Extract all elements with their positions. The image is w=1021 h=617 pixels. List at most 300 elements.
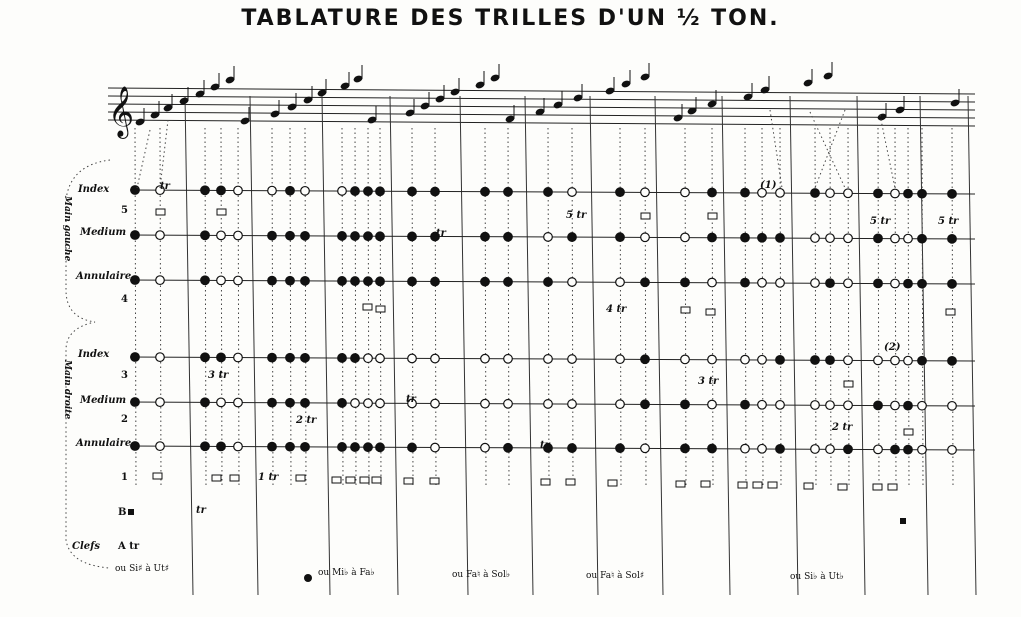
closed-hole-icon xyxy=(286,442,295,451)
closed-hole-icon xyxy=(338,443,347,452)
bar-line xyxy=(590,96,598,595)
trill-label: 3 tr xyxy=(698,376,719,387)
closed-hole-icon xyxy=(948,190,957,199)
closed-hole-icon xyxy=(708,233,717,242)
open-hole-icon xyxy=(904,356,913,365)
closed-hole-icon xyxy=(681,278,690,287)
closed-hole-icon xyxy=(301,232,310,241)
closed-hole-icon xyxy=(201,231,210,240)
closed-hole-icon xyxy=(811,189,820,198)
fingering-stem xyxy=(508,128,509,488)
fingering-stem xyxy=(238,128,239,488)
open-hole-icon xyxy=(918,401,927,410)
open-hole-icon xyxy=(891,401,900,410)
closed-hole-icon xyxy=(776,445,785,454)
clefs-label: Clefs xyxy=(72,541,101,552)
ink-dot-icon xyxy=(304,574,312,582)
open-hole-icon xyxy=(741,355,750,364)
closed-hole-icon xyxy=(364,187,373,196)
fingering-stem xyxy=(952,128,953,488)
open-hole-icon xyxy=(431,354,440,363)
fingering-stem xyxy=(548,128,549,488)
fingering-stem xyxy=(922,128,923,488)
trill-label: tr xyxy=(406,394,416,405)
fingering-stem xyxy=(342,128,343,488)
open-hole-icon xyxy=(408,354,417,363)
staff-line xyxy=(108,88,975,94)
open-hole-icon xyxy=(217,276,226,285)
open-hole-icon xyxy=(874,356,883,365)
open-hole-icon xyxy=(217,231,226,240)
closed-hole-icon xyxy=(268,398,277,407)
open-hole-icon xyxy=(338,187,347,196)
open-hole-icon xyxy=(156,398,165,407)
open-hole-icon xyxy=(811,401,820,410)
closed-hole-icon xyxy=(431,277,440,286)
closed-hole-icon xyxy=(826,356,835,365)
open-hole-icon xyxy=(681,188,690,197)
key-square-icon xyxy=(363,304,372,310)
closed-hole-icon xyxy=(408,232,417,241)
key-square-icon xyxy=(230,475,239,481)
trill-label: tr xyxy=(436,228,446,239)
closed-hole-icon xyxy=(904,401,913,410)
closed-hole-icon xyxy=(948,235,957,244)
open-hole-icon xyxy=(948,446,957,455)
staff-line xyxy=(108,120,975,126)
closed-hole-icon xyxy=(364,443,373,452)
key-square-icon xyxy=(430,478,439,484)
closed-hole-icon xyxy=(201,276,210,285)
open-hole-icon xyxy=(544,355,553,364)
closed-hole-icon xyxy=(351,187,360,196)
page-title: TABLATURE DES TRILLES D'UN ½ TON. xyxy=(241,6,780,31)
closed-hole-icon xyxy=(741,188,750,197)
closed-hole-icon xyxy=(948,357,957,366)
fingering-stem xyxy=(412,128,413,488)
key-square-icon xyxy=(360,477,369,483)
closed-hole-icon xyxy=(616,444,625,453)
bar-line xyxy=(790,96,798,595)
closed-hole-icon xyxy=(131,231,140,240)
key-square-icon xyxy=(804,483,813,489)
closed-hole-icon xyxy=(268,276,277,285)
open-hole-icon xyxy=(431,399,440,408)
closed-hole-icon xyxy=(351,277,360,286)
closed-hole-icon xyxy=(681,444,690,453)
open-hole-icon xyxy=(364,354,373,363)
row-label-lh-medium: Medium xyxy=(80,227,127,238)
key-square-icon xyxy=(641,213,650,219)
open-hole-icon xyxy=(708,400,717,409)
trill-label: 1 tr xyxy=(258,472,279,483)
open-hole-icon xyxy=(544,400,553,409)
treble-clef-icon: 𝄞 xyxy=(108,86,135,137)
fingering-stem xyxy=(485,128,486,488)
open-hole-icon xyxy=(616,278,625,287)
closed-hole-icon xyxy=(286,186,295,195)
bar-line xyxy=(655,96,663,595)
closed-hole-icon xyxy=(826,279,835,288)
open-hole-icon xyxy=(891,279,900,288)
closed-hole-icon xyxy=(811,356,820,365)
closed-hole-icon xyxy=(364,277,373,286)
closed-hole-icon xyxy=(681,400,690,409)
trill-label: 5 tr xyxy=(566,210,587,221)
closed-hole-icon xyxy=(776,356,785,365)
closed-hole-icon xyxy=(918,356,927,365)
fingering-stem xyxy=(205,128,206,488)
closed-hole-icon xyxy=(504,444,513,453)
trill-label: tr xyxy=(160,181,170,192)
staff-line xyxy=(108,96,975,102)
closed-hole-icon xyxy=(616,188,625,197)
alternative-4: ou Fa♮ à Sol♯ xyxy=(586,571,645,581)
key-square-icon xyxy=(681,307,690,313)
alternative-3: ou Fa♮ à Sol♭ xyxy=(452,570,511,580)
closed-hole-icon xyxy=(504,188,513,197)
row-label-rh-index: Index xyxy=(78,349,110,360)
closed-hole-icon xyxy=(568,444,577,453)
key-square-icon xyxy=(838,484,847,490)
key-square-icon xyxy=(676,481,685,487)
key-square-icon xyxy=(701,481,710,487)
trill-label: 4 tr xyxy=(606,304,627,315)
open-hole-icon xyxy=(741,444,750,453)
open-hole-icon xyxy=(568,400,577,409)
fingering-stem xyxy=(272,128,273,488)
closed-hole-icon xyxy=(286,276,295,285)
trill-label: 5 tr xyxy=(938,216,959,227)
bar-line xyxy=(968,96,976,595)
bar-line xyxy=(250,96,258,595)
key-square-icon xyxy=(768,482,777,488)
fingering-stem xyxy=(135,128,136,488)
clef-b-label: B xyxy=(118,507,127,518)
open-hole-icon xyxy=(641,233,650,242)
open-hole-icon xyxy=(217,398,226,407)
open-hole-icon xyxy=(811,445,820,454)
open-hole-icon xyxy=(568,188,577,197)
open-hole-icon xyxy=(568,355,577,364)
open-hole-icon xyxy=(891,234,900,243)
b-key-square-icon xyxy=(128,509,134,515)
open-hole-icon xyxy=(156,442,165,451)
fingering-stem xyxy=(572,128,573,488)
open-hole-icon xyxy=(234,442,243,451)
bar-line xyxy=(322,96,330,595)
closed-hole-icon xyxy=(131,353,140,362)
key-square-icon xyxy=(946,309,955,315)
closed-hole-icon xyxy=(504,233,513,242)
open-hole-icon xyxy=(504,400,513,409)
open-hole-icon xyxy=(758,278,767,287)
closed-hole-icon xyxy=(544,188,553,197)
closed-hole-icon xyxy=(708,444,717,453)
closed-hole-icon xyxy=(268,231,277,240)
closed-hole-icon xyxy=(338,232,347,241)
trill-label: tr xyxy=(540,440,550,451)
b-key-square-icon xyxy=(900,518,906,524)
closed-hole-icon xyxy=(201,398,210,407)
open-hole-icon xyxy=(234,276,243,285)
closed-hole-icon xyxy=(286,353,295,362)
open-hole-icon xyxy=(431,443,440,452)
fingering-stem xyxy=(305,128,306,488)
key-square-icon xyxy=(566,479,575,485)
key-square-icon xyxy=(904,429,913,435)
closed-hole-icon xyxy=(286,398,295,407)
open-hole-icon xyxy=(891,189,900,198)
connector-line xyxy=(160,120,168,188)
key-square-icon xyxy=(844,381,853,387)
open-hole-icon xyxy=(811,279,820,288)
closed-hole-icon xyxy=(874,189,883,198)
closed-hole-icon xyxy=(201,442,210,451)
key-square-icon xyxy=(706,309,715,315)
closed-hole-icon xyxy=(286,231,295,240)
closed-hole-icon xyxy=(741,233,750,242)
open-hole-icon xyxy=(811,234,820,243)
open-hole-icon xyxy=(376,354,385,363)
fingering-stem xyxy=(355,128,356,488)
closed-hole-icon xyxy=(641,400,650,409)
open-hole-icon xyxy=(364,399,373,408)
closed-hole-icon xyxy=(481,187,490,196)
key-square-icon xyxy=(753,482,762,488)
closed-hole-icon xyxy=(874,234,883,243)
closed-hole-icon xyxy=(918,279,927,288)
key-number-3: 3 xyxy=(121,370,128,381)
open-hole-icon xyxy=(641,188,650,197)
closed-hole-icon xyxy=(351,354,360,363)
bar-line xyxy=(185,96,193,595)
open-hole-icon xyxy=(826,401,835,410)
hand-brace xyxy=(66,160,110,568)
open-hole-icon xyxy=(481,443,490,452)
key-square-icon xyxy=(873,484,882,490)
closed-hole-icon xyxy=(338,399,347,408)
closed-hole-icon xyxy=(376,443,385,452)
fingering-stem xyxy=(221,128,222,488)
closed-hole-icon xyxy=(217,353,226,362)
open-hole-icon xyxy=(616,400,625,409)
closed-hole-icon xyxy=(217,186,226,195)
connector-line xyxy=(880,115,895,188)
footnote-marker-2: (2) xyxy=(884,342,901,353)
closed-hole-icon xyxy=(268,353,277,362)
closed-hole-icon xyxy=(948,280,957,289)
row-label-lh-annulaire: Annulaire xyxy=(76,271,132,282)
closed-hole-icon xyxy=(904,279,913,288)
row-label-lh-index: Index xyxy=(78,184,110,195)
alternative-2: ou Mi♭ à Fa♭ xyxy=(318,568,375,578)
fingering-stem xyxy=(290,128,291,488)
open-hole-icon xyxy=(844,356,853,365)
open-hole-icon xyxy=(234,231,243,240)
closed-hole-icon xyxy=(338,354,347,363)
closed-hole-icon xyxy=(351,443,360,452)
closed-hole-icon xyxy=(408,277,417,286)
open-hole-icon xyxy=(844,279,853,288)
key-square-icon xyxy=(296,475,305,481)
open-hole-icon xyxy=(504,355,513,364)
trill-label: 5 tr xyxy=(870,216,891,227)
fingering-stem xyxy=(435,128,436,488)
key-square-icon xyxy=(608,480,617,486)
open-hole-icon xyxy=(268,186,277,195)
open-hole-icon xyxy=(776,401,785,410)
closed-hole-icon xyxy=(874,401,883,410)
closed-hole-icon xyxy=(874,279,883,288)
fingering-stem xyxy=(848,128,849,488)
bar-line xyxy=(857,96,865,595)
closed-hole-icon xyxy=(364,232,373,241)
key-square-icon xyxy=(376,306,385,312)
open-hole-icon xyxy=(641,444,650,453)
key-number-2: 2 xyxy=(121,414,128,425)
fingering-stem xyxy=(745,128,746,488)
closed-hole-icon xyxy=(201,353,210,362)
closed-hole-icon xyxy=(217,442,226,451)
open-hole-icon xyxy=(301,187,310,196)
key-square-icon xyxy=(156,209,165,215)
open-hole-icon xyxy=(481,354,490,363)
closed-hole-icon xyxy=(891,445,900,454)
connector-line xyxy=(815,110,845,188)
row-label-rh-medium: Medium xyxy=(80,395,127,406)
bar-line xyxy=(920,96,928,595)
open-hole-icon xyxy=(826,445,835,454)
open-hole-icon xyxy=(758,444,767,453)
alternative-5: ou Si♭ à Ut♭ xyxy=(790,572,844,582)
closed-hole-icon xyxy=(844,445,853,454)
closed-hole-icon xyxy=(641,278,650,287)
open-hole-icon xyxy=(891,356,900,365)
key-square-icon xyxy=(372,477,381,483)
closed-hole-icon xyxy=(904,445,913,454)
closed-hole-icon xyxy=(741,278,750,287)
open-hole-icon xyxy=(234,398,243,407)
closed-hole-icon xyxy=(376,277,385,286)
alternative-1: ou Si♯ à Ut♯ xyxy=(115,564,170,574)
open-hole-icon xyxy=(616,355,625,364)
open-hole-icon xyxy=(376,399,385,408)
key-square-icon xyxy=(153,473,162,479)
key-square-icon xyxy=(332,477,341,483)
row-label-rh-annulaire: Annulaire xyxy=(76,438,132,449)
open-hole-icon xyxy=(904,234,913,243)
open-hole-icon xyxy=(681,233,690,242)
open-hole-icon xyxy=(844,189,853,198)
closed-hole-icon xyxy=(201,186,210,195)
open-hole-icon xyxy=(776,279,785,288)
open-hole-icon xyxy=(234,353,243,362)
connector-line xyxy=(137,130,150,188)
trill-label: 2 tr xyxy=(296,415,317,426)
closed-hole-icon xyxy=(504,278,513,287)
key-square-icon xyxy=(708,213,717,219)
open-hole-icon xyxy=(918,445,927,454)
closed-hole-icon xyxy=(616,233,625,242)
open-hole-icon xyxy=(948,402,957,411)
open-hole-icon xyxy=(758,400,767,409)
closed-hole-icon xyxy=(481,232,490,241)
closed-hole-icon xyxy=(481,277,490,286)
closed-hole-icon xyxy=(301,443,310,452)
open-hole-icon xyxy=(544,233,553,242)
closed-hole-icon xyxy=(131,442,140,451)
open-hole-icon xyxy=(156,231,165,240)
open-hole-icon xyxy=(156,353,165,362)
bar-line xyxy=(722,96,730,595)
key-square-icon xyxy=(404,478,413,484)
fingering-stem xyxy=(895,128,896,488)
fingering-stem xyxy=(815,128,816,488)
key-square-icon xyxy=(541,479,550,485)
closed-hole-icon xyxy=(268,442,277,451)
key-number-1: 1 xyxy=(121,472,128,483)
closed-hole-icon xyxy=(758,233,767,242)
open-hole-icon xyxy=(844,401,853,410)
key-square-icon xyxy=(346,477,355,483)
closed-hole-icon xyxy=(408,187,417,196)
key-number-5: 5 xyxy=(121,205,128,216)
closed-hole-icon xyxy=(904,189,913,198)
closed-hole-icon xyxy=(376,232,385,241)
key-square-icon xyxy=(217,209,226,215)
closed-hole-icon xyxy=(741,400,750,409)
key-square-icon xyxy=(888,484,897,490)
footnote-marker-1: (1) xyxy=(760,180,777,191)
closed-hole-icon xyxy=(641,355,650,364)
key-number-4: 4 xyxy=(121,294,128,305)
clef-a-label: A tr xyxy=(118,541,140,552)
open-hole-icon xyxy=(681,355,690,364)
open-hole-icon xyxy=(156,276,165,285)
closed-hole-icon xyxy=(301,399,310,408)
open-hole-icon xyxy=(708,355,717,364)
trill-label: tr xyxy=(196,505,206,516)
open-hole-icon xyxy=(234,186,243,195)
open-hole-icon xyxy=(708,278,717,287)
closed-hole-icon xyxy=(131,398,140,407)
closed-hole-icon xyxy=(301,277,310,286)
open-hole-icon xyxy=(568,278,577,287)
closed-hole-icon xyxy=(431,187,440,196)
left-hand-label: Main gauche xyxy=(62,196,72,262)
right-hand-label: Main droite xyxy=(62,360,72,420)
open-hole-icon xyxy=(351,399,360,408)
closed-hole-icon xyxy=(301,354,310,363)
closed-hole-icon xyxy=(131,186,140,195)
open-hole-icon xyxy=(844,234,853,243)
open-hole-icon xyxy=(758,355,767,364)
bar-line xyxy=(390,96,398,595)
connector-line xyxy=(770,110,782,188)
closed-hole-icon xyxy=(376,187,385,196)
closed-hole-icon xyxy=(544,278,553,287)
closed-hole-icon xyxy=(131,276,140,285)
bar-line xyxy=(460,96,468,595)
trill-label: 2 tr xyxy=(832,422,853,433)
closed-hole-icon xyxy=(708,188,717,197)
closed-hole-icon xyxy=(568,233,577,242)
closed-hole-icon xyxy=(918,234,927,243)
key-square-icon xyxy=(212,475,221,481)
open-hole-icon xyxy=(481,399,490,408)
fingering-stem xyxy=(712,128,713,488)
